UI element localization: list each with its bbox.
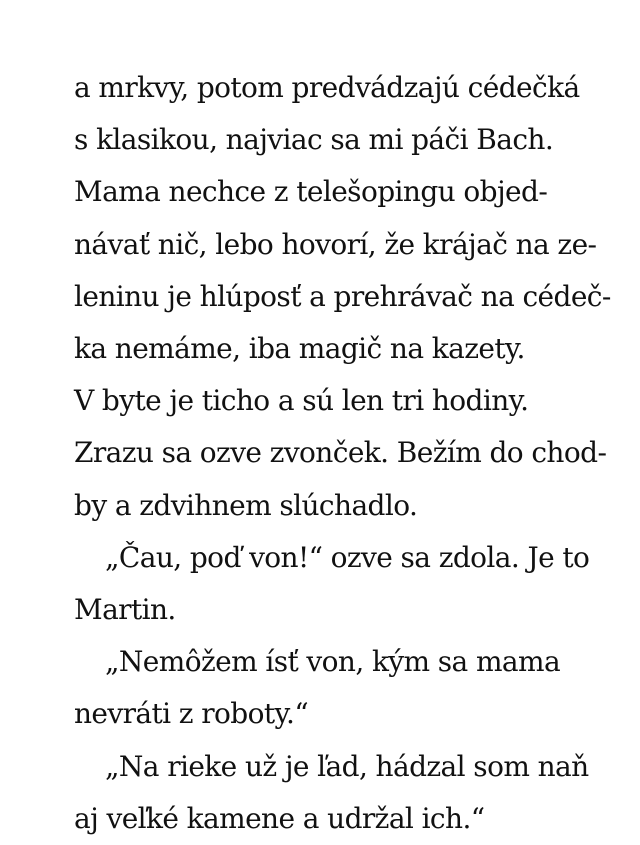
text-line: Zrazu sa ozve zvonček. Bežím do chod- bbox=[74, 436, 607, 470]
text-line: ka nemáme, iba magič na kazety. bbox=[74, 332, 525, 366]
text-line: Mama nechce z telešopingu objed- bbox=[74, 175, 548, 209]
text-line: leninu je hlúposť a prehrávač na cédeč- bbox=[74, 279, 611, 313]
dialogue-line: „Čau, poď von!“ ozve sa zdola. Je to bbox=[105, 540, 590, 574]
text-line: a mrkvy, potom predvádzajú cédečká bbox=[74, 71, 580, 104]
dialogue-line: „Nemôžem ísť von, kým sa mama bbox=[105, 645, 561, 679]
page-text bbox=[74, 62, 611, 845]
text-line: návať nič, lebo hovorí, že krájač na ze- bbox=[74, 227, 597, 261]
text-line: nevráti z roboty.“ bbox=[74, 697, 309, 731]
text-line: aj veľké kamene a udržal ich.“ bbox=[74, 801, 485, 835]
text-line: by a zdvihnem slúchadlo. bbox=[74, 488, 418, 522]
text-line: Martin. bbox=[74, 593, 176, 627]
text-line: V byte je ticho a sú len tri hodiny. bbox=[74, 384, 529, 418]
text-line: s klasikou, najviac sa mi páči Bach. bbox=[74, 123, 554, 157]
dialogue-line: „Na rieke už je ľad, hádzal som naň bbox=[105, 749, 589, 783]
